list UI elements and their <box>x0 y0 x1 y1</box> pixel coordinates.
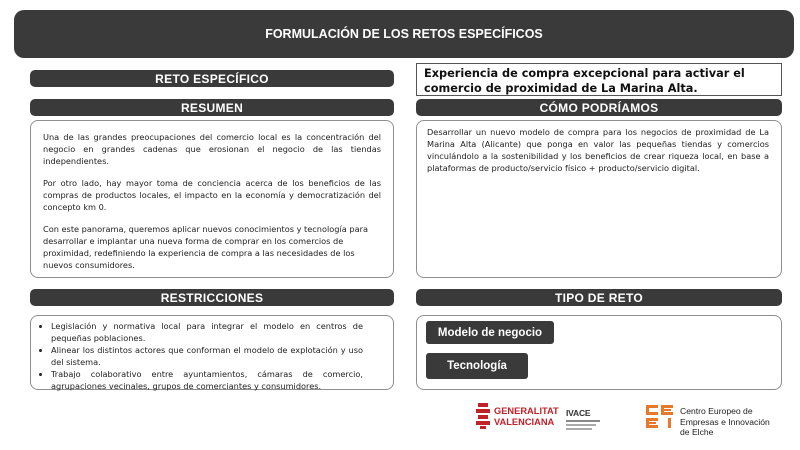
generalitat-line: GENERALITAT <box>494 406 559 416</box>
tag-modelo-de-negocio: Modelo de negocio <box>426 321 554 344</box>
como-podriamos-panel <box>416 120 782 278</box>
como-podriamos-heading: CÓMO PODRÍAMOS <box>416 99 782 116</box>
resumen-panel <box>30 120 394 278</box>
tipo-de-reto-heading: TIPO DE RETO <box>416 289 782 306</box>
ceei-emblem-icon <box>646 405 676 429</box>
ceei-line: de Elche <box>680 427 714 437</box>
resumen-paragraph: Con este panorama, queremos aplicar nuevos conocimientos y tecnología para desarrollar e implantar una nueva forma de comprar en los comercios de proximidad, redefiniendo la experiencia de compra a las necesidades de los nuevos consumidores. <box>43 224 368 270</box>
reto-especifico-heading: RETO ESPECÍFICO <box>30 70 394 87</box>
resumen-paragraph: Una de las grandes preocupaciones del comercio local es la concentración del negocio en grandes cadenas que erosionan el negocio de las tiendas independientes. <box>43 132 381 166</box>
reto-especifico-value: Experiencia de compra excepcional para activar el comercio de proximidad de La Marina Alta. <box>416 63 782 96</box>
resumen-heading: RESUMEN <box>30 99 394 116</box>
page-title: FORMULACIÓN DE LOS RETOS ESPECÍFICOS <box>14 10 794 58</box>
generalitat-emblem-icon <box>476 403 490 429</box>
resumen-paragraph: Por otro lado, hay mayor toma de conciencia acerca de los beneficios de las compras de productos locales, el impacto en la economía y democratización del concepto km 0. <box>43 178 381 212</box>
restricciones-list <box>39 321 363 392</box>
restricciones-panel <box>30 315 394 390</box>
restriccion-item: • Trabajo colaborativo entre ayuntamientos, cámaras de comercio, agrupaciones vecinales, grupos de comerciantes y consumidores. <box>51 369 363 392</box>
como-podriamos-text: Desarrollar un nuevo modelo de compra para los negocios de proximidad de La Marina Alta (Alicante) que ponga en valor las pequeñas tiendas y comercios vinculándolo a la sostenibilidad y los beneficios de crear riqueza local, en base a plataformas de producto/servicio físico + producto/servicio digital. <box>427 127 769 173</box>
ivace-logo <box>566 408 600 430</box>
ceei-line: Empresas e Innovación <box>680 416 770 427</box>
restriccion-item: • Legislación y normativa local para integrar el modelo en centros de pequeñas poblaciones. <box>51 321 363 344</box>
restriccion-item: • Alinear los distintos actores que conforman el modelo de explotación y uso del sistema. <box>51 345 363 368</box>
restricciones-heading: RESTRICCIONES <box>30 289 394 306</box>
generalitat-line: VALENCIANA <box>494 417 555 427</box>
ivace-wordmark: IVACE <box>566 408 591 418</box>
ceei-line: Centro Europeo de <box>680 406 753 416</box>
tag-tecnologia: Tecnología <box>426 353 528 379</box>
